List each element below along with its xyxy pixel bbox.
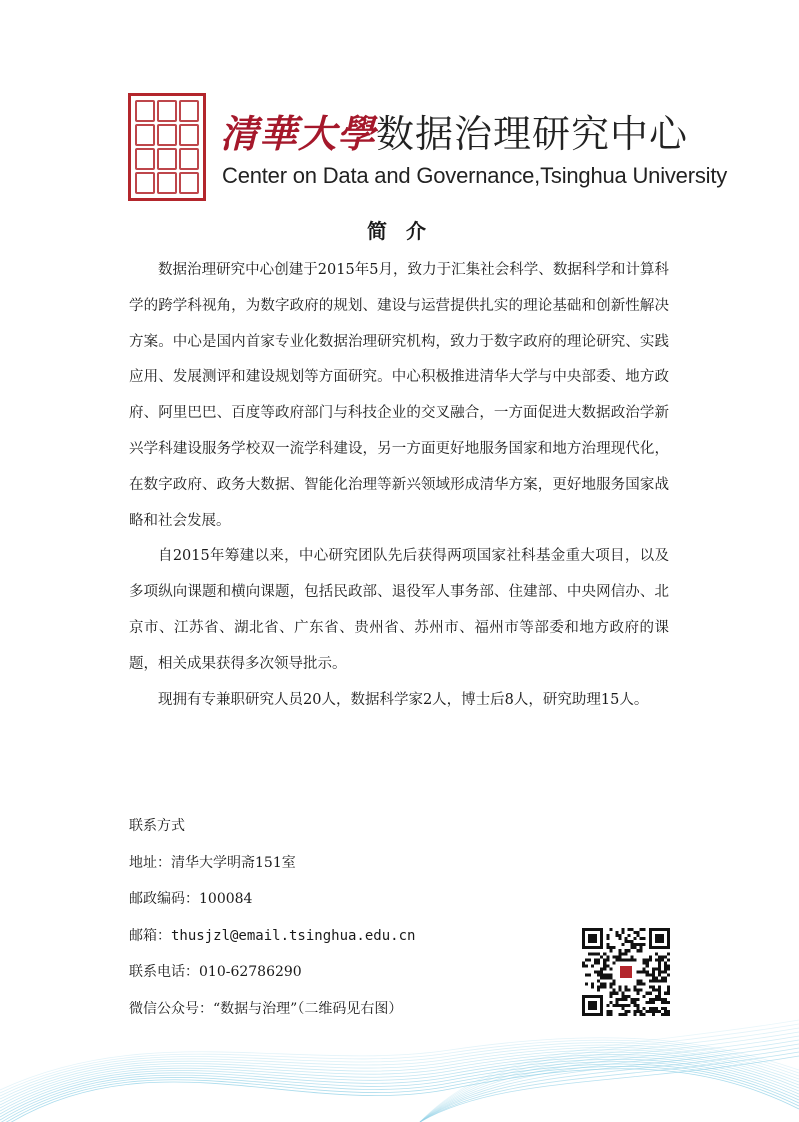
postcode-label: 邮政编码： bbox=[129, 891, 199, 907]
header-logo bbox=[128, 93, 728, 205]
contact-section bbox=[129, 812, 549, 1031]
center-name-cn bbox=[220, 103, 688, 158]
intro-paragraph-3: 现拥有专兼职研究人员20人，数据科学家2人，博士后8人，研究助理15人。 bbox=[158, 691, 649, 708]
address-row bbox=[129, 849, 549, 886]
introduction-body bbox=[129, 253, 669, 718]
phone-value: 010-62786290 bbox=[199, 964, 302, 980]
wechat-label: 微信公众号： bbox=[129, 1000, 213, 1017]
phone-row bbox=[129, 958, 549, 995]
university-seal bbox=[128, 93, 206, 201]
center-name-cn-text: 数据治理研究中心 bbox=[376, 112, 689, 156]
postcode-value: 100084 bbox=[199, 891, 253, 907]
wechat-value: “数据与治理”（二维码见右图） bbox=[213, 1000, 403, 1017]
email-row bbox=[129, 922, 549, 959]
phone-label: 联系电话： bbox=[129, 964, 199, 980]
email-value[interactable]: thusjzl@email.tsinghua.edu.cn bbox=[171, 927, 416, 944]
section-title: 简 介 bbox=[367, 219, 432, 243]
university-calligraphy: 清華大學 bbox=[220, 111, 377, 156]
center-name-en: Center on Data and Governance,Tsinghua University bbox=[222, 163, 728, 188]
address-value: 清华大学明斋151室 bbox=[171, 854, 296, 871]
intro-paragraph-2: 自2015年筹建以来，中心研究团队先后获得两项国家社科基金重大项目，以及多项纵向课题和横向课题，包括民政部、退役军人事务部、住建部、中央网信办、北京市、江苏省、湖北省、广东省、贵州省、苏州市、福州市等部委和地方政府的课题，相关成果获得多次领导批示。 bbox=[129, 548, 669, 672]
address-label: 地址： bbox=[129, 854, 171, 871]
decorative-wave-footer bbox=[0, 1000, 799, 1122]
email-label: 邮箱： bbox=[129, 927, 171, 944]
intro-paragraph-1: 数据治理研究中心创建于2015年5月，致力于汇集社会科学、数据科学和计算科学的跨学科视角，为数字政府的规划、建设与运营提供扎实的理论基础和创新性解决方案。中心是国内首家专业化数据治理研究机构，致力于数字政府的理论研究、实践应用、发展测评和建设规划等方面研究。中心积极推进清华大学与中央部委、地方政府、阿里巴巴、百度等政府部门与科技企业的交叉融合，一方面促进大数据政治学新兴学科建设服务学校双一流学科建设，另一方面更好地服务国家和地方治理现代化，在数字政府、政务大数据、智能化治理等新兴领域形成清华方案，更好地服务国家战略和社会发展。 bbox=[129, 262, 669, 529]
postcode-row bbox=[129, 885, 549, 922]
contact-heading: 联系方式 bbox=[129, 818, 185, 834]
